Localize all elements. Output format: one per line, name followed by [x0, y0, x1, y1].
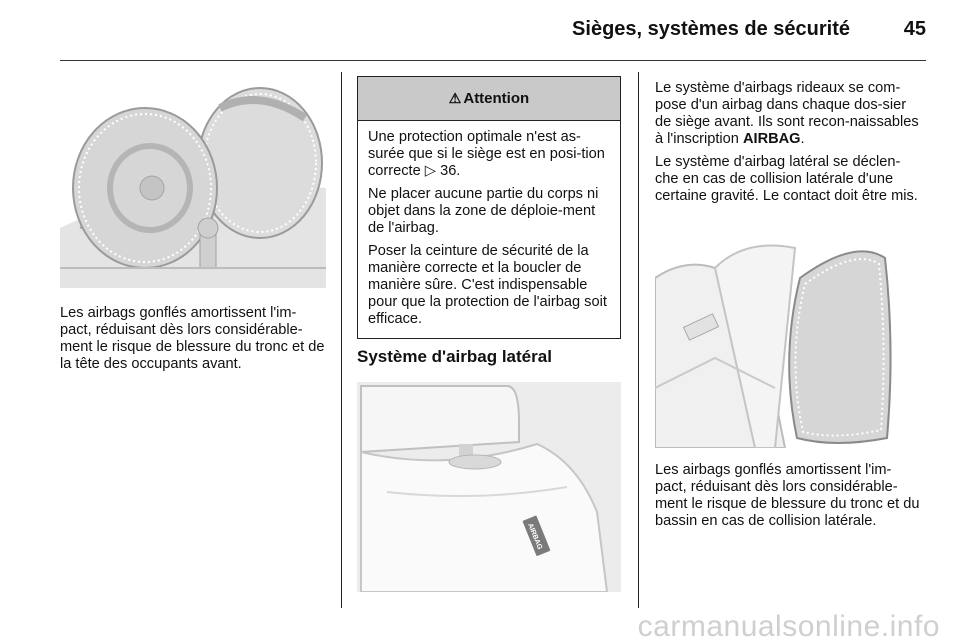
col3-paragraph-3: Les airbags gonflés amortissent l'im-pact, réduisant dès lors considérable-ment le risque de blessure du tronc et du bassin en cas de collision latérale. [655, 462, 920, 529]
front-airbags-illustration [60, 78, 326, 288]
watermark: carmanualsonline.info [637, 610, 940, 643]
column-divider-right [638, 72, 639, 608]
warning-heading: Attention [463, 90, 530, 107]
warning-box [357, 76, 621, 339]
column-divider-left [341, 72, 342, 608]
section-heading: Système d'airbag latéral [357, 347, 552, 366]
seat-airbag-label: AIRBAG [526, 522, 544, 551]
warning-paragraph-3: Poser la ceinture de sécurité de la manière correcte et la boucler de manière sûre. C'est indispensable pour que la protection de l'airbag soit efficace. [368, 243, 607, 327]
header-rule [60, 60, 926, 61]
seat-backrest-illustration [357, 382, 621, 592]
warning-paragraph-2: Ne placer aucune partie du corps ni objet dans la zone de déploie-ment de l'airbag. [368, 186, 599, 236]
col1-paragraph: Les airbags gonflés amortissent l'im-pact, réduisant dès lors considérable-ment le risque de blessure du tronc et de la tête des occupants avant. [60, 305, 325, 372]
page-number: 45 [903, 18, 926, 40]
col3-paragraph-2: Le système d'airbag latéral se déclen-che en cas de collision latérale d'une certaine gravité. Le contact doit être mis. [655, 154, 918, 204]
warning-triangle-icon: ⚠ [448, 90, 462, 106]
col3-paragraph-1: Le système d'airbags rideaux se com-pose d'un airbag dans chaque dos-sier de siège avant. Ils sont recon-naissables à l'inscription AIRBAG. [655, 80, 919, 147]
warning-paragraph-1: Une protection optimale n'est as-surée que si le siège est en posi-tion correcte ▷ 36. [368, 129, 605, 179]
side-airbag-illustration [655, 238, 921, 448]
page-header-title: Sièges, systèmes de sécurité [572, 18, 850, 40]
page-ref-arrow-icon: ▷ [424, 163, 437, 179]
warning-header [358, 77, 620, 121]
